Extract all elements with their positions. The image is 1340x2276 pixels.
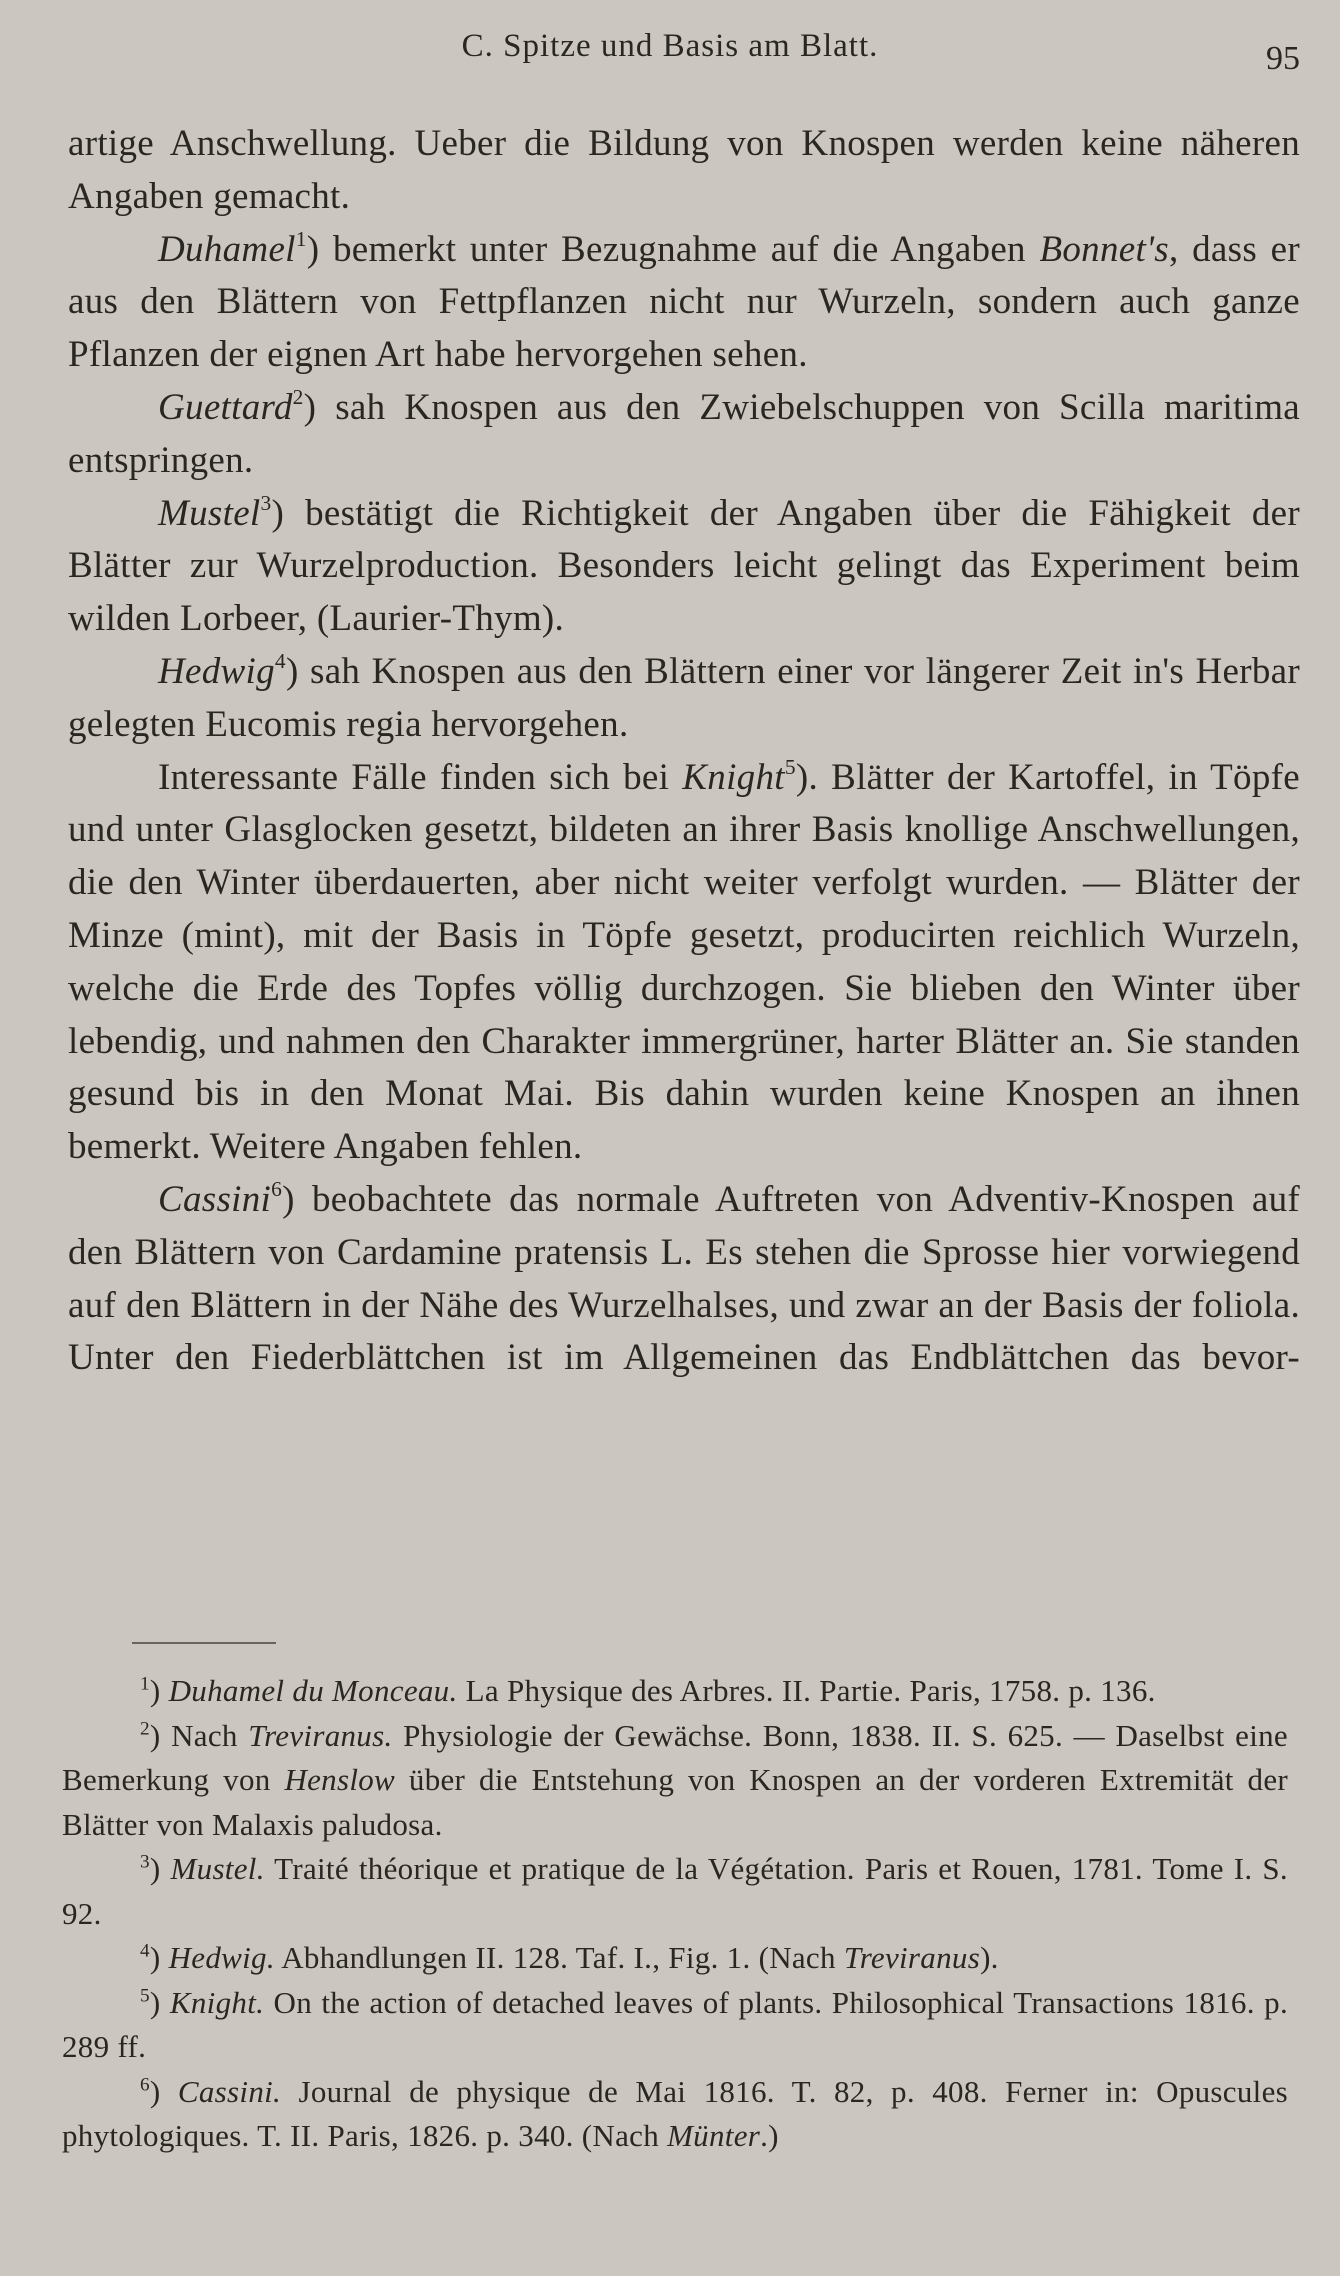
footnote-reference: 2 [292, 384, 304, 409]
footnote-number: 4 [140, 1940, 150, 1962]
footnote: $^1$) Duhamel du Monceau. La Physique des Arbres. II. Partie. Paris, 1758. p. 136. [140, 1673, 1156, 1708]
running-title: C. Spitze und Basis am Blatt. [461, 28, 879, 64]
text-run: artige Anschwellung. Ueber die Bildung von Knospen werden keine näheren Angaben gemacht. [68, 123, 1300, 217]
text-run: ) bemerkt unter Bezugnahme auf die Angaben [306, 228, 1040, 270]
footnote: $^2$) Nach Treviranus. Physiologie der Gewächse. Bonn, 1838. II. S. 625. — Daselbst eine Bemerkung von Henslow über die Entstehung von Knospen an der vorderen Extremität der Blätter von Malaxis paludosa. [62, 1717, 1288, 1842]
footnote: $^6$) Cassini. Journal de physique de Mai 1816. T. 82, p. 408. Ferner in: Opuscules phytologiques. T. II. Paris, 1826. p. 340. (Nach Münter.) [62, 2073, 1288, 2153]
text-run: ) sah Knospen aus den Zwiebelschuppen von Scilla maritima entspringen. [68, 386, 1300, 481]
text-run: ). Blätter der Kartoffel, in Töpfe und unter Glasglocken gesetzt, bildeten an ihrer Basis knollige Anschwellungen, die den Winter überdauerten, aber nicht weiter verfolgt wurden. — Blätter der Minze (mint), mit der Basis in Töpfe gesetzt, producirten reichlich Wurzeln, welche die Erde des Topfes völlig durchzogen. Sie blieben den Winter über lebendig, und nahmen den Charakter immergrüner, harter Blätter an. Sie standen gesund bis in den Monat Mai. Bis dahin wurden keine Knospen an ihnen bemerkt. Weitere Angaben fehlen. [68, 756, 1300, 1168]
footnote-reference: 6 [271, 1176, 283, 1201]
text-run: ). [980, 1940, 999, 1975]
text-run: , dass er aus den Blättern von Fettpflanzen nicht nur Wurzeln, sondern auch ganze Pflanzen der eignen Art habe hervorgehen sehen. [68, 228, 1300, 376]
footnote: $^5$) Knight. On the action of detached leaves of plants. Philosophical Transactions 1816. p. 289 ff. [62, 1984, 1288, 2064]
text-run: Journal de physique de Mai 1816. T. 82, p. 408. Ferner in: Opuscules phytologiques. T. II. Paris, 1826. p. 340. (Nach [62, 2073, 1288, 2153]
italic-text: Hedwig [158, 650, 275, 692]
footnote-number: 1 [140, 1673, 150, 1695]
italic-text: Münter [667, 2118, 761, 2153]
paragraph [68, 646, 1300, 752]
italic-text: Guettard [158, 386, 293, 428]
footnote-number: 6 [140, 2073, 150, 2095]
italic-text: Cassini [158, 1178, 272, 1220]
footnotes [62, 1669, 1288, 2159]
text-run: Interessante Fälle finden sich bei [158, 756, 683, 798]
italic-text: Bonnet's [1039, 228, 1169, 270]
italic-text: Treviranus [843, 1940, 981, 1975]
text-run: Nach [171, 1717, 249, 1753]
text-run: ) bestätigt die Richtigkeit der Angaben über die Fähigkeit der Blätter zur Wurzelproduction. Besonders leicht gelingt das Experiment beim wilden Lorbeer, (Laurier-Thym). [68, 492, 1300, 640]
footnote-number: 3 [140, 1851, 150, 1873]
italic-text: Mustel [158, 492, 261, 534]
italic-text: Hedwig. [168, 1940, 275, 1975]
paragraph [68, 118, 1300, 224]
italic-text: Knight [682, 756, 785, 798]
italic-text: Duhamel [158, 228, 296, 270]
footnote-number: 2 [140, 1717, 150, 1739]
paragraph [68, 382, 1300, 488]
footnote-reference: 1 [295, 226, 307, 251]
text-run: Traité théorique et pratique de la Végétation. Paris et Rouen, 1781. Tome I. S. 92. [62, 1851, 1288, 1931]
footnote: $^3$) Mustel. Traité théorique et pratique de la Végétation. Paris et Rouen, 1781. Tome I. S. 92. [62, 1851, 1288, 1931]
body-text [68, 118, 1300, 1385]
text-run: ) sah Knospen aus den Blättern einer vor längerer Zeit in's Herbar gelegten Eucomis regia hervorgehen. [68, 650, 1300, 745]
italic-text: Knight. [169, 1984, 265, 2020]
text-run: On the action of detached leaves of plants. Philosophical Transactions 1816. p. 289 ff. [62, 1984, 1288, 2064]
paragraph [68, 752, 1300, 1174]
footnote-number: 5 [140, 1984, 150, 2006]
italic-text: Treviranus. [248, 1717, 393, 1753]
page-number: 95 [1266, 40, 1300, 77]
italic-text: Duhamel du Monceau. [168, 1673, 458, 1708]
text-run: ) beobachtete das normale Auftreten von Adventiv-Knospen auf den Blättern von Cardamine pratensis L. Es stehen die Sprosse hier vorwiegend auf den Blättern in der Nähe des Wurzelhalses, und zwar an der Basis der foliola. Unter den Fiederblättchen ist im Allgemeinen das Endblättchen das bevor- [68, 1178, 1300, 1379]
text-run: Physiologie der Gewächse. Bonn, 1838. II. S. 625. — Daselbst eine Bemerkung von [62, 1717, 1288, 1797]
footnote: $^4$) Hedwig. Abhandlungen II. 128. Taf. I., Fig. 1. (Nach Treviranus). [140, 1940, 999, 1975]
footnote-reference: 4 [274, 648, 286, 673]
text-run: über die Entstehung von Knospen an der vorderen Extremität der Blätter von Malaxis paludosa. [62, 1762, 1288, 1842]
italic-text: Cassini. [177, 2073, 282, 2109]
italic-text: Henslow [284, 1762, 396, 1797]
text-run: .) [760, 2118, 779, 2153]
footnote-reference: 3 [260, 490, 272, 515]
running-head [0, 26, 1340, 76]
paragraph [68, 224, 1300, 382]
text-run: La Physique des Arbres. II. Partie. Paris, 1758. p. 136. [457, 1673, 1156, 1708]
footnote-reference: 5 [784, 754, 796, 779]
paragraph [68, 1174, 1300, 1385]
text-run: Abhandlungen II. 128. Taf. I., Fig. 1. (Nach [274, 1940, 844, 1975]
footnote-rule [132, 1642, 276, 1644]
italic-text: Mustel. [170, 1851, 265, 1886]
paragraph [68, 488, 1300, 646]
